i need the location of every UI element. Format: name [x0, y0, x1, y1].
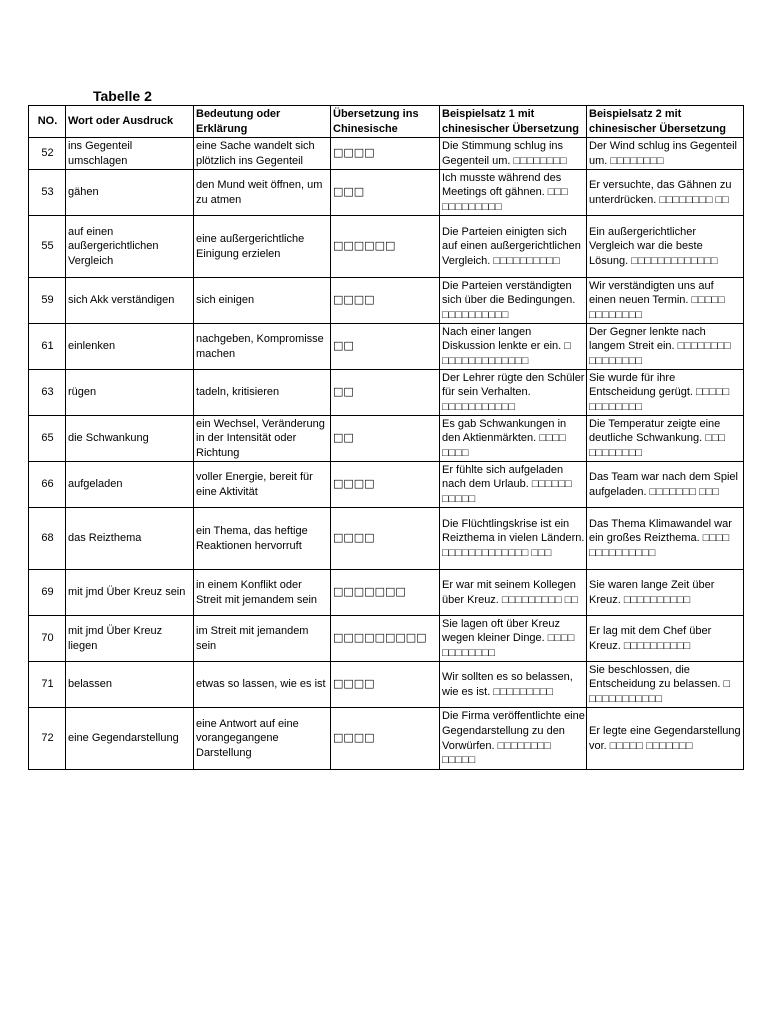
row-translation: □□□□: [331, 708, 440, 770]
row-no: 72: [29, 708, 66, 770]
row-example2: Wir verständigten uns auf einen neuen Termin. □□□□□ □□□□□□□□: [587, 278, 744, 324]
row-example2: Er legte eine Gegendarstellung vor. □□□□□ □□□□□□□: [587, 708, 744, 770]
row-word: belassen: [66, 662, 194, 708]
row-no: 68: [29, 508, 66, 570]
table-row: [29, 278, 744, 324]
row-no: 55: [29, 216, 66, 278]
row-example2: Das Thema Klimawandel war ein großes Reizthema. □□□□ □□□□□□□□□□: [587, 508, 744, 570]
row-no: 71: [29, 662, 66, 708]
table-header-row: [29, 106, 744, 138]
table-row: [29, 462, 744, 508]
header-example1: Beispielsatz 1 mit chinesischer Übersetzung: [440, 106, 587, 138]
row-meaning: tadeln, kritisieren: [194, 370, 331, 416]
row-meaning: nachgeben, Kompromisse machen: [194, 324, 331, 370]
row-example1: Die Flüchtlingskrise ist ein Reizthema in vielen Ländern. □□□□□□□□□□□□□ □□□: [440, 508, 587, 570]
row-translation: □□□□: [331, 508, 440, 570]
header-no: NO.: [29, 106, 66, 138]
header-meaning: Bedeutung oder Erklärung: [194, 106, 331, 138]
row-example2: Er lag mit dem Chef über Kreuz. □□□□□□□□□□: [587, 616, 744, 662]
row-example2: Ein außergerichtlicher Vergleich war die beste Lösung. □□□□□□□□□□□□□: [587, 216, 744, 278]
row-example1: Er war mit seinem Kollegen über Kreuz. □□□□□□□□□ □□: [440, 570, 587, 616]
row-example2: Die Temperatur zeigte eine deutliche Schwankung. □□□ □□□□□□□□: [587, 416, 744, 462]
row-word: das Reizthema: [66, 508, 194, 570]
row-meaning: eine außergerichtliche Einigung erzielen: [194, 216, 331, 278]
row-word: rügen: [66, 370, 194, 416]
table-row: [29, 708, 744, 770]
row-no: 61: [29, 324, 66, 370]
table-row: [29, 216, 744, 278]
row-meaning: im Streit mit jemandem sein: [194, 616, 331, 662]
row-example1: Wir sollten es so belassen, wie es ist. □□□□□□□□□: [440, 662, 587, 708]
row-no: 52: [29, 138, 66, 170]
row-translation: □□□□: [331, 138, 440, 170]
row-word: mit jmd Über Kreuz sein: [66, 570, 194, 616]
row-translation: □□□□: [331, 278, 440, 324]
row-word: die Schwankung: [66, 416, 194, 462]
header-example2: Beispielsatz 2 mit chinesischer Übersetzung: [587, 106, 744, 138]
vocab-table: [28, 105, 744, 770]
row-no: 59: [29, 278, 66, 324]
row-no: 65: [29, 416, 66, 462]
row-example2: Sie waren lange Zeit über Kreuz. □□□□□□□□□□: [587, 570, 744, 616]
row-translation: □□□: [331, 170, 440, 216]
header-word: Wort oder Ausdruck: [66, 106, 194, 138]
table-row: [29, 170, 744, 216]
row-example1: Es gab Schwankungen in den Aktienmärkten. □□□□ □□□□: [440, 416, 587, 462]
row-example2: Das Team war nach dem Spiel aufgeladen. □□□□□□□ □□□: [587, 462, 744, 508]
row-word: auf einen außergerichtlichen Vergleich: [66, 216, 194, 278]
row-no: 69: [29, 570, 66, 616]
row-example1: Die Firma veröffentlichte eine Gegendarstellung zu den Vorwürfen. □□□□□□□□ □□□□□: [440, 708, 587, 770]
row-example2: Sie wurde für ihre Entscheidung gerügt. □□□□□ □□□□□□□□: [587, 370, 744, 416]
row-no: 63: [29, 370, 66, 416]
row-translation: □□□□□□: [331, 216, 440, 278]
header-translation: Übersetzung ins Chinesische: [331, 106, 440, 138]
table-row: [29, 370, 744, 416]
page-title: Tabelle 2: [93, 88, 152, 104]
row-example1: Die Stimmung schlug ins Gegenteil um. □□□□□□□□: [440, 138, 587, 170]
table-row: [29, 662, 744, 708]
row-meaning: eine Antwort auf eine vorangegangene Darstellung: [194, 708, 331, 770]
row-meaning: eine Sache wandelt sich plötzlich ins Gegenteil: [194, 138, 331, 170]
row-translation: □□: [331, 416, 440, 462]
row-meaning: den Mund weit öffnen, um zu atmen: [194, 170, 331, 216]
row-meaning: in einem Konflikt oder Streit mit jemandem sein: [194, 570, 331, 616]
table-row: [29, 508, 744, 570]
table-row: [29, 138, 744, 170]
row-translation: □□: [331, 370, 440, 416]
row-example2: Der Gegner lenkte nach langem Streit ein. □□□□□□□□ □□□□□□□□: [587, 324, 744, 370]
table-row: [29, 570, 744, 616]
row-example1: Er fühlte sich aufgeladen nach dem Urlaub. □□□□□□ □□□□□: [440, 462, 587, 508]
row-word: einlenken: [66, 324, 194, 370]
row-example1: Die Parteien verständigten sich über die Bedingungen. □□□□□□□□□□: [440, 278, 587, 324]
row-word: mit jmd Über Kreuz liegen: [66, 616, 194, 662]
row-example2: Er versuchte, das Gähnen zu unterdrücken. □□□□□□□□ □□: [587, 170, 744, 216]
row-meaning: ein Wechsel, Veränderung in der Intensität oder Richtung: [194, 416, 331, 462]
row-word: gähen: [66, 170, 194, 216]
row-no: 53: [29, 170, 66, 216]
row-example1: Ich musste während des Meetings oft gähnen. □□□ □□□□□□□□□: [440, 170, 587, 216]
row-translation: □□□□: [331, 662, 440, 708]
row-no: 70: [29, 616, 66, 662]
row-translation: □□: [331, 324, 440, 370]
row-example1: Die Parteien einigten sich auf einen außergerichtlichen Vergleich. □□□□□□□□□□: [440, 216, 587, 278]
row-meaning: etwas so lassen, wie es ist: [194, 662, 331, 708]
table-row: [29, 324, 744, 370]
row-meaning: voller Energie, bereit für eine Aktivität: [194, 462, 331, 508]
table-row: [29, 416, 744, 462]
row-translation: □□□□: [331, 462, 440, 508]
row-example1: Der Lehrer rügte den Schüler für sein Verhalten. □□□□□□□□□□□: [440, 370, 587, 416]
row-no: 66: [29, 462, 66, 508]
row-example2: Der Wind schlug ins Gegenteil um. □□□□□□□□: [587, 138, 744, 170]
row-word: aufgeladen: [66, 462, 194, 508]
row-word: sich Akk verständigen: [66, 278, 194, 324]
row-translation: □□□□□□□: [331, 570, 440, 616]
row-example1: Nach einer langen Diskussion lenkte er ein. □ □□□□□□□□□□□□□: [440, 324, 587, 370]
row-meaning: ein Thema, das heftige Reaktionen hervorruft: [194, 508, 331, 570]
table-row: [29, 616, 744, 662]
row-word: eine Gegendarstellung: [66, 708, 194, 770]
row-example1: Sie lagen oft über Kreuz wegen kleiner Dinge. □□□□ □□□□□□□□: [440, 616, 587, 662]
row-example2: Sie beschlossen, die Entscheidung zu belassen. □ □□□□□□□□□□□: [587, 662, 744, 708]
row-word: ins Gegenteil umschlagen: [66, 138, 194, 170]
row-translation: □□□□□□□□□: [331, 616, 440, 662]
row-meaning: sich einigen: [194, 278, 331, 324]
